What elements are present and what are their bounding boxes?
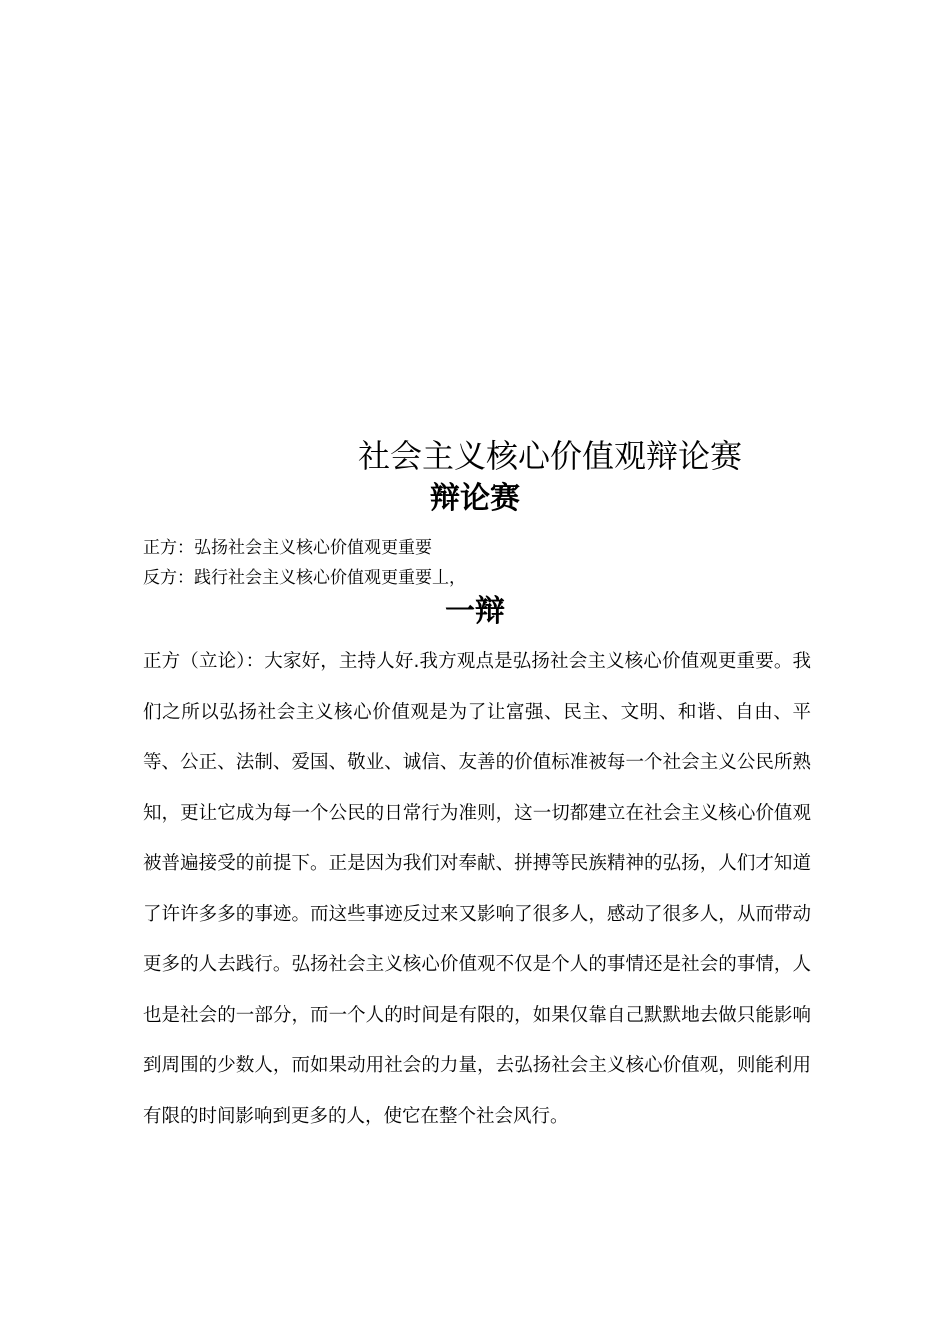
pro-side-statement: 正方：弘扬社会主义核心价值观更重要 <box>143 538 432 558</box>
document-title: 社会主义核心价值观辩论赛 <box>358 437 743 475</box>
con-side-statement: 反方：践行社会主义核心价值观更重要丄， <box>143 568 466 588</box>
round-heading: 一辩 <box>445 594 505 629</box>
opening-speech-paragraph: 正方（立论）：大家好，主持人好.我方观点是弘扬社会主义核心价值观更重要。我们之所以弘扬社会主义核心价值观是为了让富强、民主、文明、和谐、自由、平等、公正、法制、爱国、敬业、诚信、友善的价值标准被每一个社会主义公民所熟知，更让它成为每一个公民的日常行为准则，这一切都建立在社会主义核心价值观被普遍接受的前提下。正是因为我们对奉献、拼搏等民族精神的弘扬，人们才知道了许许多多的事迹。而这些事迹反过来又影响了很多人，感动了很多人，从而带动更多的人去践行。弘扬社会主义核心价值观不仅是个人的事情还是社会的事情，人也是社会的一部分，而一个人的时间是有限的，如果仅靠自己默默地去做只能影响到周围的少数人，而如果动用社会的力量，去弘扬社会主义核心价值观，则能利用有限的时间影响到更多的人，使它在整个社会风行。 <box>143 651 811 1127</box>
document-subtitle: 辩论赛 <box>430 481 520 516</box>
